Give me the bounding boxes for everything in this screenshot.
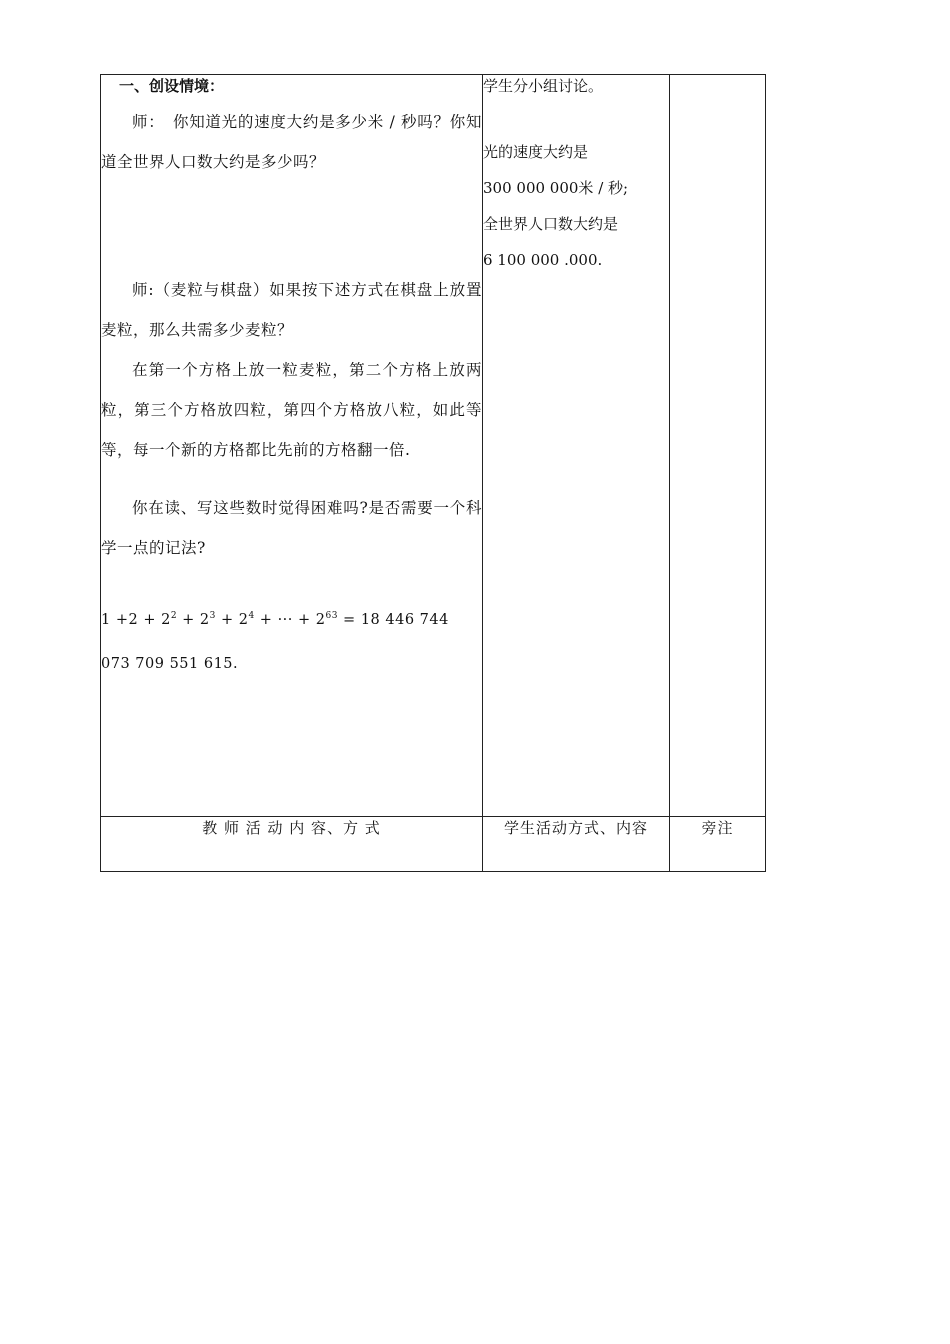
section-heading: 一、创设情境：	[119, 77, 225, 95]
lesson-plan-table	[100, 74, 766, 872]
formula-term: = 18 446 744	[337, 612, 449, 628]
formula-exponent: 3	[209, 611, 216, 621]
footer-student-header: 学生活动方式、内容	[483, 817, 670, 872]
formula-term: + 2	[215, 612, 249, 628]
sidenote-cell	[670, 75, 766, 817]
teacher-question-light-population: 师： 你知道光的速度大约是多少米 / 秒吗？你知道全世界人口数大约是多少吗？	[101, 113, 482, 171]
formula-exponent: 2	[170, 611, 178, 621]
formula-term: + ··· + 2	[254, 612, 326, 628]
footer-row	[101, 817, 766, 872]
light-speed-label: 光的速度大约是	[483, 143, 589, 161]
formula-term: + 2	[177, 612, 210, 628]
wheat-sum-formula	[101, 594, 482, 642]
formula-term: 1 +2 + 2	[101, 612, 171, 628]
footer-sidenote-header: 旁注	[670, 817, 766, 872]
spacer	[101, 470, 482, 488]
student-activity-cell	[483, 75, 670, 817]
population-label: 全世界人口数大约是	[483, 215, 619, 233]
footer-teacher-header: 教 师 活 动 内 容、方 式	[101, 817, 483, 872]
light-speed-value: 300 000 000米 / 秒;	[483, 179, 629, 197]
population-value: 6 100 000 .000.	[483, 251, 603, 269]
teacher-wheat-description: 在第一个方格上放一粒麦粒，第二个方格上放两粒，第三个方格放四粒，第四个方格放八粒，如此等等，每一个新的方格都比先前的方格翻一倍.	[101, 361, 482, 459]
teacher-question-notation: 你在读、写这些数时觉得困难吗?是否需要一个科学一点的记法?	[101, 499, 482, 557]
formula-exponent: 63	[325, 611, 338, 621]
student-discussion: 学生分小组讨论。	[483, 77, 604, 95]
content-row	[101, 75, 766, 817]
teacher-question-wheat-chessboard: 师:（麦粒与棋盘）如果按下述方式在棋盘上放置麦粒，那么共需多少麦粒？	[101, 281, 482, 339]
teacher-activity-cell	[101, 75, 483, 817]
formula-exponent: 4	[248, 611, 255, 621]
wheat-sum-result: 073 709 551 615.	[101, 656, 239, 672]
spacer	[101, 182, 482, 270]
spacer	[101, 568, 482, 594]
